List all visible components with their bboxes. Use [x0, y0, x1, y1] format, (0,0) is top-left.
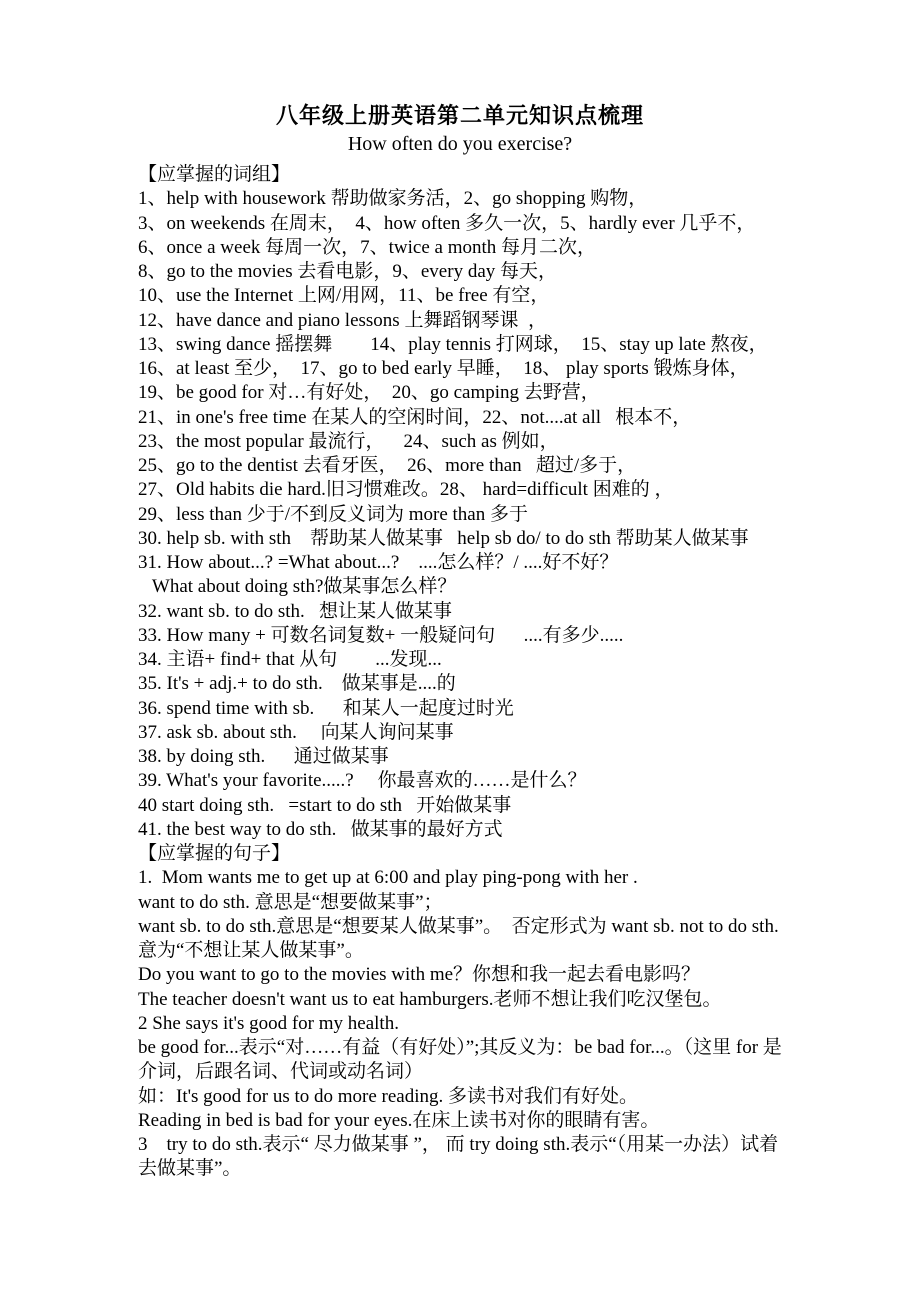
text-line: 34. 主语+ find+ that 从句 ...发现...	[138, 649, 442, 670]
text-line: 41. the best way to do sth. 做某事的最好方式	[138, 818, 503, 840]
text-line: 如：It's good for us to do more reading. 多读书对我们有好处。	[138, 1085, 639, 1107]
text-line: 19、be good for 对…有好处， 20、go camping 去野营，	[138, 382, 600, 404]
text-line: want to do sth. 意思是“想要做某事”；	[138, 891, 443, 913]
text-line: 13、swing dance 摇摆舞 14、play tennis 打网球， 15、stay up late 熬夜，	[138, 333, 768, 355]
text-line: 2 She says it's good for my health.	[138, 1012, 399, 1034]
text-line: 32. want sb. to do sth. 想让某人做某事	[138, 600, 453, 622]
text-line: Do you want to go to the movies with me？你想和我一起去看电影吗？	[138, 964, 701, 986]
text-line: 39. What's your favorite.....? 你最喜欢的……是什么？	[138, 770, 587, 792]
text-line: 23、the most popular 最流行， 24、such as 例如，	[138, 430, 559, 452]
text-line: The teacher doesn't want us to eat hamburgers.老师不想让我们吃汉堡包。	[138, 988, 722, 1010]
text-line: 36. spend time with sb. 和某人一起度过时光	[138, 697, 514, 719]
section-heading: 【应掌握的词组】	[138, 164, 291, 185]
document-subtitle: How often do you exercise?	[347, 133, 573, 155]
text-line: 40 start doing sth. =start to do sth 开始做某事	[138, 794, 512, 816]
text-line: 8、go to the movies 去看电影，9、every day 每天，	[138, 261, 558, 282]
text-line: 21、in one's free time 在某人的空闲时间，22、not....at all 根本不，	[138, 406, 692, 428]
text-line: 29、less than 少于/不到反义词为 more than 多于	[138, 503, 528, 525]
text-line: 25、go to the dentist 去看牙医， 26、more than 超过/多于，	[138, 455, 637, 476]
text-line: 意为“不想让某人做某事”。	[138, 940, 364, 961]
text-line: 27、Old habits die hard.旧习惯难改。28、 hard=difficult 困难的 ，	[138, 479, 674, 501]
text-line: 3 try to do sth.表示“ 尽力做某事 ”， 而 try doing sth.表示“（用某一办法）试着	[138, 1134, 779, 1155]
text-line: want sb. to do sth.意思是“想要某人做某事”。 否定形式为 want sb. not to do sth.	[138, 915, 779, 937]
text-line: 33. How many + 可数名词复数+ 一般疑问句 ....有多少.....	[138, 624, 624, 646]
text-line: 介词，后跟名词、代词或动名词）	[138, 1061, 424, 1083]
section-heading: 【应掌握的句子】	[138, 843, 291, 864]
text-line: 12、have dance and piano lessons 上舞蹈钢琴课 ，	[138, 309, 547, 331]
text-line: 16、at least 至少， 17、go to bed early 早睡， 18、 play sports 锻炼身体，	[138, 358, 749, 379]
text-line: 去做某事”。	[138, 1158, 242, 1180]
text-line: 30. help sb. with sth 帮助某人做某事 help sb do/ to do sth 帮助某人做某事	[138, 527, 749, 549]
text-line: 10、use the Internet 上网/用网，11、be free 有空，	[138, 285, 550, 307]
text-line: 1. Mom wants me to get up at 6:00 and play ping-pong with her .	[138, 867, 638, 889]
text-line: 37. ask sb. about sth. 向某人询问某事	[138, 721, 454, 743]
document-title: 八年级上册英语第二单元知识点梳理	[275, 103, 644, 128]
text-line: 31. How about...? =What about...? ....怎么样？/ ....好不好？	[138, 552, 619, 573]
text-line: What about doing sth?做某事怎么样？	[138, 576, 457, 598]
text-line: 35. It's + adj.+ to do sth. 做某事是....的	[138, 673, 456, 695]
text-line: 3、on weekends 在周末， 4、how often 多久一次，5、hardly ever 几乎不，	[138, 212, 756, 234]
text-line: 1、help with housework 帮助做家务活，2、go shopping 购物，	[138, 188, 648, 210]
text-line: Reading in bed is bad for your eyes.在床上读书对你的眼睛有害。	[138, 1109, 660, 1131]
text-line: be good for...表示“对……有益（有好处）”;其反义为：be bad for...。（这里 for 是	[138, 1037, 782, 1058]
text-line: 38. by doing sth. 通过做某事	[138, 746, 389, 767]
text-line: 6、once a week 每周一次，7、twice a month 每月二次，	[138, 236, 597, 258]
document-body	[138, 163, 810, 1182]
